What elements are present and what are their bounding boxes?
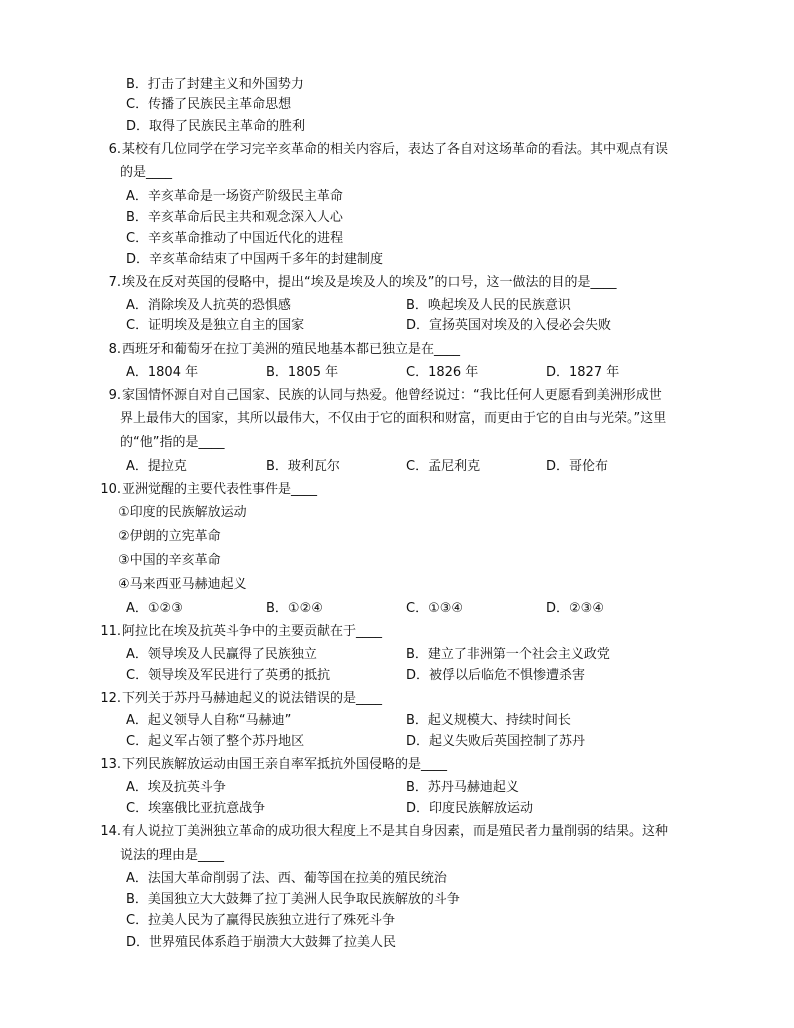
q10-option-b[interactable]: B．①②④ xyxy=(266,601,323,616)
q12-option-d[interactable]: D．起义失败后英国控制了苏丹 xyxy=(406,734,586,749)
q8-option-b[interactable]: B．1805 年 xyxy=(266,365,339,380)
q13-option-c[interactable]: C．埃塞俄比亚抗意战争 xyxy=(126,801,266,816)
q10-item-2: ②伊朗的立宪革命 xyxy=(118,529,221,544)
q6-number: 6. xyxy=(108,142,121,157)
q13-number: 13. xyxy=(100,757,121,772)
q13-option-a[interactable]: A．埃及抗英斗争 xyxy=(126,780,226,795)
q8-number: 8. xyxy=(108,342,121,357)
q8-option-a[interactable]: A．1804 年 xyxy=(126,365,199,380)
q11-option-b[interactable]: B．建立了非洲第一个社会主义政党 xyxy=(406,647,610,662)
q7-option-a[interactable]: A．消除埃及人抗英的恐惧感 xyxy=(126,298,291,313)
q9-option-d[interactable]: D．哥伦布 xyxy=(546,459,609,474)
q12-number: 12. xyxy=(100,691,121,706)
q10-text: 亚洲觉醒的主要代表性事件是____ xyxy=(122,482,318,497)
q7-option-b[interactable]: B．唤起埃及人民的民族意识 xyxy=(406,298,571,313)
q14-text: 有人说拉丁美洲独立革命的成功很大程度上不是其自身因素，而是殖民者力量削弱的结果。这种 xyxy=(122,824,669,839)
q7-number: 7. xyxy=(108,275,121,290)
q11-option-d[interactable]: D．被俘以后临危不惧惨遭杀害 xyxy=(406,668,586,683)
q6-option-d[interactable]: D．辛亥革命结束了中国两千多年的封建制度 xyxy=(126,252,384,267)
q6-option-a[interactable]: A．辛亥革命是一场资产阶级民主革命 xyxy=(126,189,343,204)
q8-option-d[interactable]: D．1827 年 xyxy=(546,365,620,380)
q11-text: 阿拉比在埃及抗英斗争中的主要贡献在于____ xyxy=(122,624,383,639)
q6-text: 某校有几位同学在学习完辛亥革命的相关内容后，表达了各自对这场革命的看法。其中观点有误 xyxy=(122,142,669,157)
q10-option-c[interactable]: C．①③④ xyxy=(406,601,464,616)
q9-option-a[interactable]: A．提拉克 xyxy=(126,459,187,474)
q14-option-b[interactable]: B．美国独立大大鼓舞了拉丁美洲人民争取民族解放的斗争 xyxy=(126,892,460,907)
q12-text: 下列关于苏丹马赫迪起义的说法错误的是____ xyxy=(122,691,383,706)
q14-number: 14. xyxy=(100,824,121,839)
q13-option-b[interactable]: B．苏丹马赫迪起义 xyxy=(406,780,519,795)
q14-text-cont: 说法的理由是____ xyxy=(120,848,225,863)
q7-option-c[interactable]: C．证明埃及是独立自主的国家 xyxy=(126,318,305,333)
q12-option-a[interactable]: A．起义领导人自称“马赫迪” xyxy=(126,713,292,728)
q10-item-1: ①印度的民族解放运动 xyxy=(118,505,247,520)
q10-item-3: ③中国的辛亥革命 xyxy=(118,553,221,568)
q9-number: 9. xyxy=(108,388,121,403)
q13-text: 下列民族解放运动由国王亲自率军抵抗外国侵略的是____ xyxy=(122,757,448,772)
q9-option-c[interactable]: C．孟尼利克 xyxy=(406,459,481,474)
q14-option-d[interactable]: D．世界殖民体系趋于崩溃大大鼓舞了拉美人民 xyxy=(126,935,397,950)
q6-text-cont: 的是____ xyxy=(120,165,173,180)
q5-option-c[interactable]: C．传播了民族民主革命思想 xyxy=(126,97,292,112)
q9-option-b[interactable]: B．玻利瓦尔 xyxy=(266,459,340,474)
q9-text: 家国情怀源自对自己国家、民族的认同与热爱。他曾经说过：“我比任何人更愿看到美洲形成世 xyxy=(122,388,662,403)
q10-number: 10. xyxy=(100,482,121,497)
q11-option-a[interactable]: A．领导埃及人民赢得了民族独立 xyxy=(126,647,317,662)
q10-option-a[interactable]: A．①②③ xyxy=(126,601,183,616)
q6-option-b[interactable]: B．辛亥革命后民主共和观念深入人心 xyxy=(126,210,343,225)
q14-option-a[interactable]: A．法国大革命削弱了法、西、葡等国在拉美的殖民统治 xyxy=(126,871,447,886)
q12-option-c[interactable]: C．起义军占领了整个苏丹地区 xyxy=(126,734,305,749)
q9-text-cont-1: 界上最伟大的国家，其所以最伟大，不仅由于它的面积和财富，而更由于它的自由与光荣。”这里 xyxy=(120,411,667,426)
q11-number: 11. xyxy=(100,624,121,639)
q12-option-b[interactable]: B．起义规模大、持续时间长 xyxy=(406,713,571,728)
q7-option-d[interactable]: D．宣扬英国对埃及的入侵必会失败 xyxy=(406,318,612,333)
q7-text: 埃及在反对英国的侵略中，提出“埃及是埃及人的埃及”的口号，这一做法的目的是____ xyxy=(122,275,617,290)
q14-option-c[interactable]: C．拉美人民为了赢得民族独立进行了殊死斗争 xyxy=(126,913,396,928)
q5-option-d[interactable]: D．取得了民族民主革命的胜利 xyxy=(126,119,306,134)
q11-option-c[interactable]: C．领导埃及军民进行了英勇的抵抗 xyxy=(126,668,331,683)
q9-text-cont-2: 的“他”指的是____ xyxy=(120,435,225,450)
q10-item-4: ④马来西亚马赫迪起义 xyxy=(118,577,247,592)
q10-option-d[interactable]: D．②③④ xyxy=(546,601,604,616)
q13-option-d[interactable]: D．印度民族解放运动 xyxy=(406,801,534,816)
q6-option-c[interactable]: C．辛亥革命推动了中国近代化的进程 xyxy=(126,231,344,246)
q8-text: 西班牙和葡萄牙在拉丁美洲的殖民地基本都已独立是在____ xyxy=(122,342,461,357)
q8-option-c[interactable]: C．1826 年 xyxy=(406,365,479,380)
q5-option-b[interactable]: B．打击了封建主义和外国势力 xyxy=(126,77,304,92)
